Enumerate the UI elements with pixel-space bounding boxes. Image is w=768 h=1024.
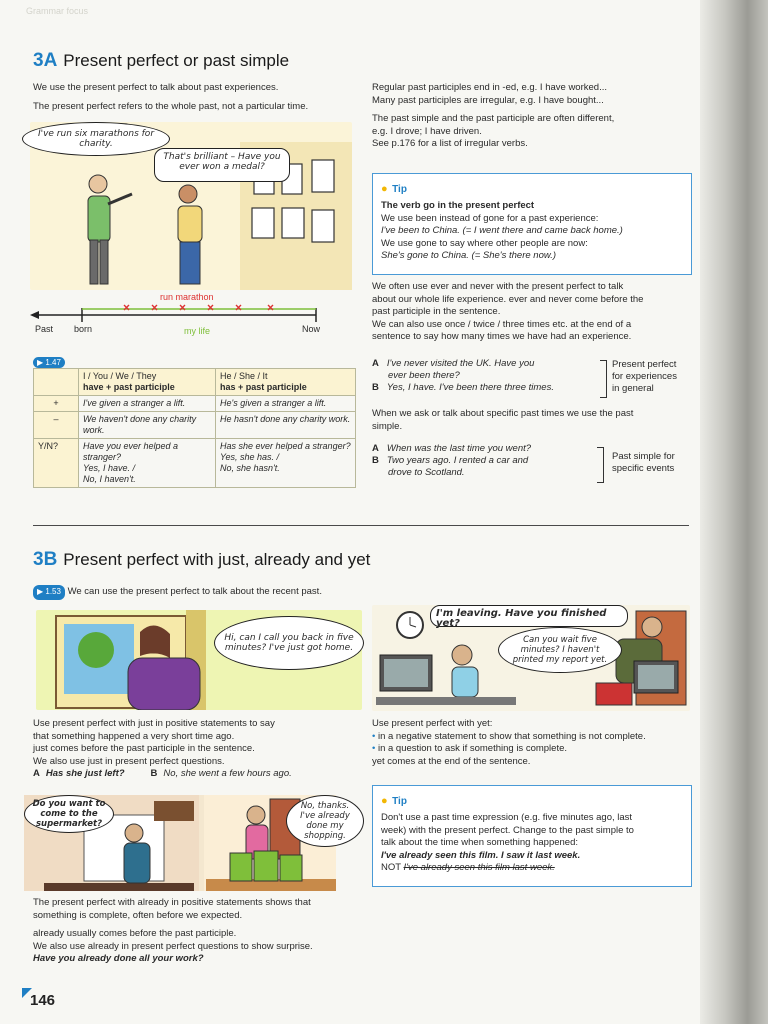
cell-question-plural: Have you ever helped a stranger? <box>83 441 179 462</box>
tip-line-1: We use been instead of gone for a past experience: <box>381 212 599 224</box>
yet-bullet-1: in a negative statement to show that something is not complete. <box>377 730 646 742</box>
section-3b-heading: Present perfect with just, already and yet <box>63 550 371 569</box>
illustration-office <box>372 605 690 711</box>
table-header-singular-form: has + past participle <box>220 382 307 392</box>
already-explanation <box>33 897 363 966</box>
participle-irregular: Many past participles are irregular, e.g. I have bought... <box>372 94 604 106</box>
timeline-past: Past <box>35 324 54 334</box>
cell-negative-singular: He hasn't done any charity work. <box>216 412 356 439</box>
tip2-line-1: Don't use a past time expression (e.g. five minutes ago, last <box>381 812 633 823</box>
specific-times-line-2: simple. <box>372 420 403 432</box>
example-dialogue-2 <box>372 443 597 479</box>
specific-times-line-1: When we ask or talk about specific past times we use the past <box>372 408 634 419</box>
just-explanation <box>33 718 363 781</box>
ever-never-line-1: We often use ever and never with the present perfect to talk <box>372 281 624 292</box>
right-column-3a <box>372 82 690 155</box>
example-a-line-2: ever been there? <box>388 370 460 381</box>
note-1-line-1: Present perfect <box>612 359 677 370</box>
timeline <box>30 290 352 340</box>
example-a-line-1: I've never visited the UK. Have you <box>386 358 535 369</box>
lightbulb-icon: ● <box>381 183 388 195</box>
cell-answer-yes-plural: Yes, I have. / <box>83 463 136 473</box>
tip2-line-4: I've already seen this film. I saw it last week. <box>381 849 581 861</box>
just-line-1: Use present perfect with just in positive statements to say <box>33 718 275 729</box>
just-speaker-a: A <box>33 768 40 779</box>
past-simple-example: e.g. I drove; I have driven. <box>372 125 482 137</box>
illustration-phone-call <box>36 610 362 710</box>
illustration-marathon <box>30 122 352 290</box>
cell-negative-plural: We haven't done any charity work. <box>79 412 216 439</box>
tip-title: The verb go in the present perfect <box>381 200 535 211</box>
illustration-supermarket <box>24 795 350 891</box>
note-1-line-2: for experiences <box>612 371 677 382</box>
already-example: Have you already done all your work? <box>33 953 204 964</box>
just-example-b: No, she went a few hours ago. <box>163 768 292 779</box>
ever-never-line-2: about our whole life experience. ever and never come before the <box>372 293 644 305</box>
audio-track-153[interactable]: ▶ 1.53 <box>33 585 65 600</box>
tip-label: Tip <box>392 184 407 195</box>
row-label-positive: + <box>34 396 79 412</box>
timeline-event: run marathon <box>160 292 214 302</box>
speech-bubble-phone: Hi, can I call you back in five minutes? I've just got home. <box>214 616 364 670</box>
row-label-question: Y/N? <box>34 439 79 488</box>
cell-answer-yes-singular: Yes, she has. / <box>220 452 280 462</box>
intro-3a <box>33 82 353 117</box>
tip-header <box>381 179 407 197</box>
times-line-2: sentence to say how many times we have had an experience. <box>372 331 632 342</box>
speaker-b: B <box>372 382 379 393</box>
table-header-plural: I / You / We / They <box>83 371 157 381</box>
intro-3a-line2: The present perfect refers to the whole past, not a particular time. <box>33 100 309 112</box>
bracket-2 <box>597 447 604 483</box>
note-2-line-2: specific events <box>612 463 675 474</box>
just-line-3: just comes before the past participle in the sentence. <box>33 743 255 754</box>
cell-question-singular: Has she ever helped a stranger? <box>220 441 351 451</box>
yet-bullet-2: in a question to ask if something is complete. <box>377 743 568 754</box>
note-specific-events <box>612 451 696 475</box>
speech-bubble-leaving: I'm leaving. Have you finished yet? <box>430 605 628 627</box>
speech-bubble-supermarket: Do you want to come to the supermarket? <box>24 795 114 833</box>
page-number: 146 <box>30 992 56 1009</box>
example-b-line-1: Yes, I have. I've been there three times. <box>386 382 554 393</box>
lightbulb-icon: ● <box>381 795 388 807</box>
example-a-line-3: When was the last time you went? <box>386 443 532 454</box>
speaker-a: A <box>372 358 379 369</box>
cell-answer-no-plural: No, I haven't. <box>83 474 136 484</box>
note-2-line-1: Past simple for <box>612 451 675 462</box>
cell-positive-singular: He's given a stranger a lift. <box>216 396 356 412</box>
speech-bubble-woman: That's brilliant – Have you ever won a medal? <box>154 148 290 182</box>
tip-header-2 <box>381 791 407 809</box>
section-3a-title <box>33 50 289 72</box>
already-line-3: already usually comes before the past participle. <box>33 928 237 939</box>
tip-line-3: We use gone to say where other people are now: <box>381 237 588 249</box>
just-speaker-b: B <box>150 768 158 779</box>
just-line-4: We also use just in present perfect questions. <box>33 755 225 767</box>
already-line-1: The present perfect with already in positive statements shows that <box>33 897 311 908</box>
already-line-2: something is complete, often before we expected. <box>33 909 243 921</box>
section-3a-heading: Present perfect or past simple <box>63 51 290 70</box>
tip-line-2: I've been to China. (= I went there and came back home.) <box>381 225 623 236</box>
tip2-not: NOT <box>381 862 401 873</box>
yet-end: yet comes at the end of the sentence. <box>372 755 531 767</box>
cell-answer-no-singular: No, she hasn't. <box>220 463 280 473</box>
grammar-table-3a <box>33 368 356 488</box>
note-experiences <box>612 359 696 395</box>
intro-3b <box>33 585 433 600</box>
table-header-singular: He / She / It <box>220 371 268 381</box>
bracket-1 <box>600 360 607 398</box>
row-label-negative: – <box>34 412 79 439</box>
past-simple-note: The past simple and the past participle are often different, <box>372 113 615 124</box>
audio-badge: ▶ 1.47 <box>33 357 65 368</box>
already-line-4: We also use already in present perfect questions to show surprise. <box>33 940 313 952</box>
irregular-verbs-reference: See p.176 for a list of irregular verbs. <box>372 138 528 149</box>
example-b-line-3: drove to Scotland. <box>388 467 465 478</box>
example-dialogue-1 <box>372 358 597 394</box>
tip-body-2 <box>381 812 683 875</box>
tip2-line-2: week) with the present perfect. Change to the past simple to <box>381 824 634 836</box>
tip-box-time-expression <box>372 785 692 887</box>
tip-line-4: She's gone to China. (= She's there now.) <box>381 250 556 261</box>
section-3b-title <box>33 549 370 571</box>
example-b-line-2: Two years ago. I rented a car and <box>386 455 529 466</box>
tip-body <box>381 200 683 263</box>
speech-bubble-wait: Can you wait five minutes? I haven't printed my report yet. <box>498 627 622 673</box>
table-header-plural-form: have + past participle <box>83 382 175 392</box>
note-1-line-3: in general <box>612 383 654 394</box>
page-gutter-shadow <box>700 0 768 1024</box>
just-line-2: that something happened a very short time ago. <box>33 730 235 742</box>
speech-bubble-shopping: No, thanks. I've already done my shopping. <box>286 795 364 847</box>
participle-regular: Regular past participles end in -ed, e.g. I have worked... <box>372 82 607 93</box>
yet-intro: Use present perfect with yet: <box>372 718 493 729</box>
tip-box-go <box>372 173 692 275</box>
cell-positive-plural: I've given a stranger a lift. <box>79 396 216 412</box>
tip-label-2: Tip <box>392 796 407 807</box>
speech-bubble-man: I've run six marathons for charity. <box>22 122 170 156</box>
speaker-b-2: B <box>372 455 379 466</box>
timeline-now: Now <box>302 324 321 334</box>
section-3a-number: 3A <box>33 50 58 71</box>
specific-times-explanation <box>372 408 690 433</box>
intro-3b-text: We can use the present perfect to talk about the recent past. <box>67 586 322 597</box>
just-example-a: Has she just left? <box>45 768 125 779</box>
speaker-a-2: A <box>372 443 379 454</box>
tip2-line-3: talk about the time when something happened: <box>381 837 578 848</box>
timeline-span: my life <box>184 326 211 336</box>
intro-3a-line1: We use the present perfect to talk about past experiences. <box>33 82 279 93</box>
bullet-icon: • <box>372 743 376 754</box>
times-line-1: We can also use once / twice / three times etc. at the end of a <box>372 318 632 330</box>
ever-never-line-3: past participle in the sentence. <box>372 306 501 317</box>
section-3b-number: 3B <box>33 549 58 570</box>
tip2-wrong-example: I've already seen this film last week. <box>403 862 555 873</box>
timeline-born: born <box>74 324 93 334</box>
bullet-icon: • <box>372 730 376 742</box>
audio-number: 1.47 <box>45 358 61 367</box>
yet-explanation <box>372 718 692 768</box>
audio-number-3b: 1.53 <box>45 587 61 596</box>
section-divider <box>33 525 689 526</box>
ever-never-explanation <box>372 281 690 344</box>
header-faint: Grammar focus <box>26 6 89 16</box>
